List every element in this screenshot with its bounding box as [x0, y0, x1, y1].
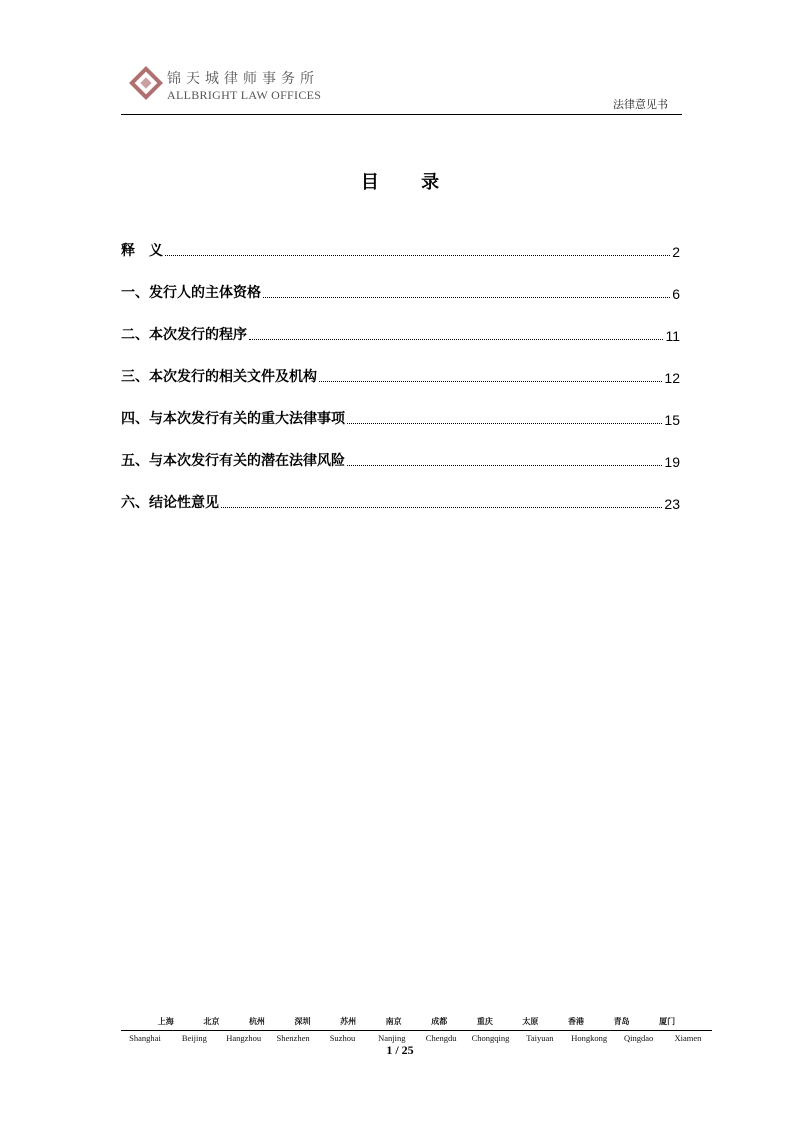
toc-entry-label: 释 义: [121, 243, 163, 259]
city-en: Shenzhen: [276, 1033, 310, 1043]
toc-entry-page: 12: [664, 370, 680, 386]
city-en: Xiamen: [674, 1033, 702, 1043]
page-header: [121, 60, 682, 115]
toc-entry-page: 15: [664, 412, 680, 428]
city-cn: 苏州: [340, 1017, 357, 1026]
office-cities-cn: [121, 1016, 712, 1027]
toc-leader-dots: [347, 423, 662, 424]
table-of-contents: [121, 218, 680, 512]
city-en: Hangzhou: [226, 1033, 262, 1043]
toc-entry[interactable]: [121, 344, 680, 386]
toc-leader-dots: [165, 255, 670, 256]
city-cn: 上海: [157, 1017, 174, 1026]
firm-logo-icon: [129, 66, 163, 100]
toc-leader-dots: [221, 507, 662, 508]
city-en: Beijing: [181, 1033, 207, 1043]
city-cn: 成都: [431, 1017, 448, 1026]
toc-entry[interactable]: [121, 260, 680, 302]
city-en: Chengdu: [425, 1033, 457, 1043]
toc-entry[interactable]: [121, 428, 680, 470]
toc-entry[interactable]: [121, 386, 680, 428]
city-cn: 深圳: [294, 1017, 311, 1026]
toc-entry-page: 2: [672, 244, 680, 260]
toc-entry-label: 二、本次发行的程序: [121, 327, 247, 343]
toc-entry-label: 五、与本次发行有关的潜在法律风险: [121, 453, 345, 469]
city-cn: 北京: [203, 1017, 220, 1026]
toc-entry[interactable]: [121, 302, 680, 344]
city-cn: 南京: [385, 1017, 402, 1026]
toc-entry-label: 六、结论性意见: [121, 495, 219, 511]
toc-leader-dots: [347, 465, 662, 466]
toc-entry-page: 19: [664, 454, 680, 470]
city-en: Chongqing: [471, 1033, 510, 1043]
city-cn: 香港: [567, 1017, 584, 1026]
toc-leader-dots: [319, 381, 662, 382]
toc-entry-page: 11: [665, 328, 680, 344]
city-en: Shanghai: [129, 1033, 161, 1043]
toc-entry[interactable]: [121, 470, 680, 512]
page-footer: [121, 1016, 712, 1043]
firm-name-cn: 锦天城律师事务所: [167, 71, 319, 87]
city-cn: 厦门: [659, 1017, 676, 1026]
city-en: Qingdao: [623, 1033, 654, 1043]
toc-leader-dots: [263, 297, 670, 298]
toc-entry[interactable]: [121, 218, 680, 260]
city-en: Suzhou: [329, 1033, 356, 1043]
footer-divider: [121, 1030, 712, 1031]
toc-leader-dots: [249, 339, 663, 340]
city-cn: 重庆: [476, 1017, 493, 1026]
city-cn: 杭州: [248, 1017, 265, 1026]
toc-entry-page: 6: [672, 286, 680, 302]
office-cities-en: [121, 1033, 712, 1043]
document-type-label: 法律意见书: [613, 98, 668, 111]
toc-entry-label: 三、本次发行的相关文件及机构: [121, 369, 317, 385]
city-cn: 太原: [522, 1017, 539, 1026]
city-cn: 青岛: [613, 1017, 630, 1026]
toc-entry-label: 一、发行人的主体资格: [121, 285, 261, 301]
toc-title: 目 录: [360, 172, 458, 193]
toc-entry-page: 23: [664, 496, 680, 512]
city-en: Taiyuan: [526, 1033, 554, 1043]
toc-entry-label: 四、与本次发行有关的重大法律事项: [121, 411, 345, 427]
city-en: Nanjing: [378, 1033, 406, 1043]
page-number: 1 / 25: [386, 1043, 414, 1057]
firm-name-en: ALLBRIGHT LAW OFFICES: [167, 88, 322, 102]
city-en: Hongkong: [571, 1033, 608, 1043]
